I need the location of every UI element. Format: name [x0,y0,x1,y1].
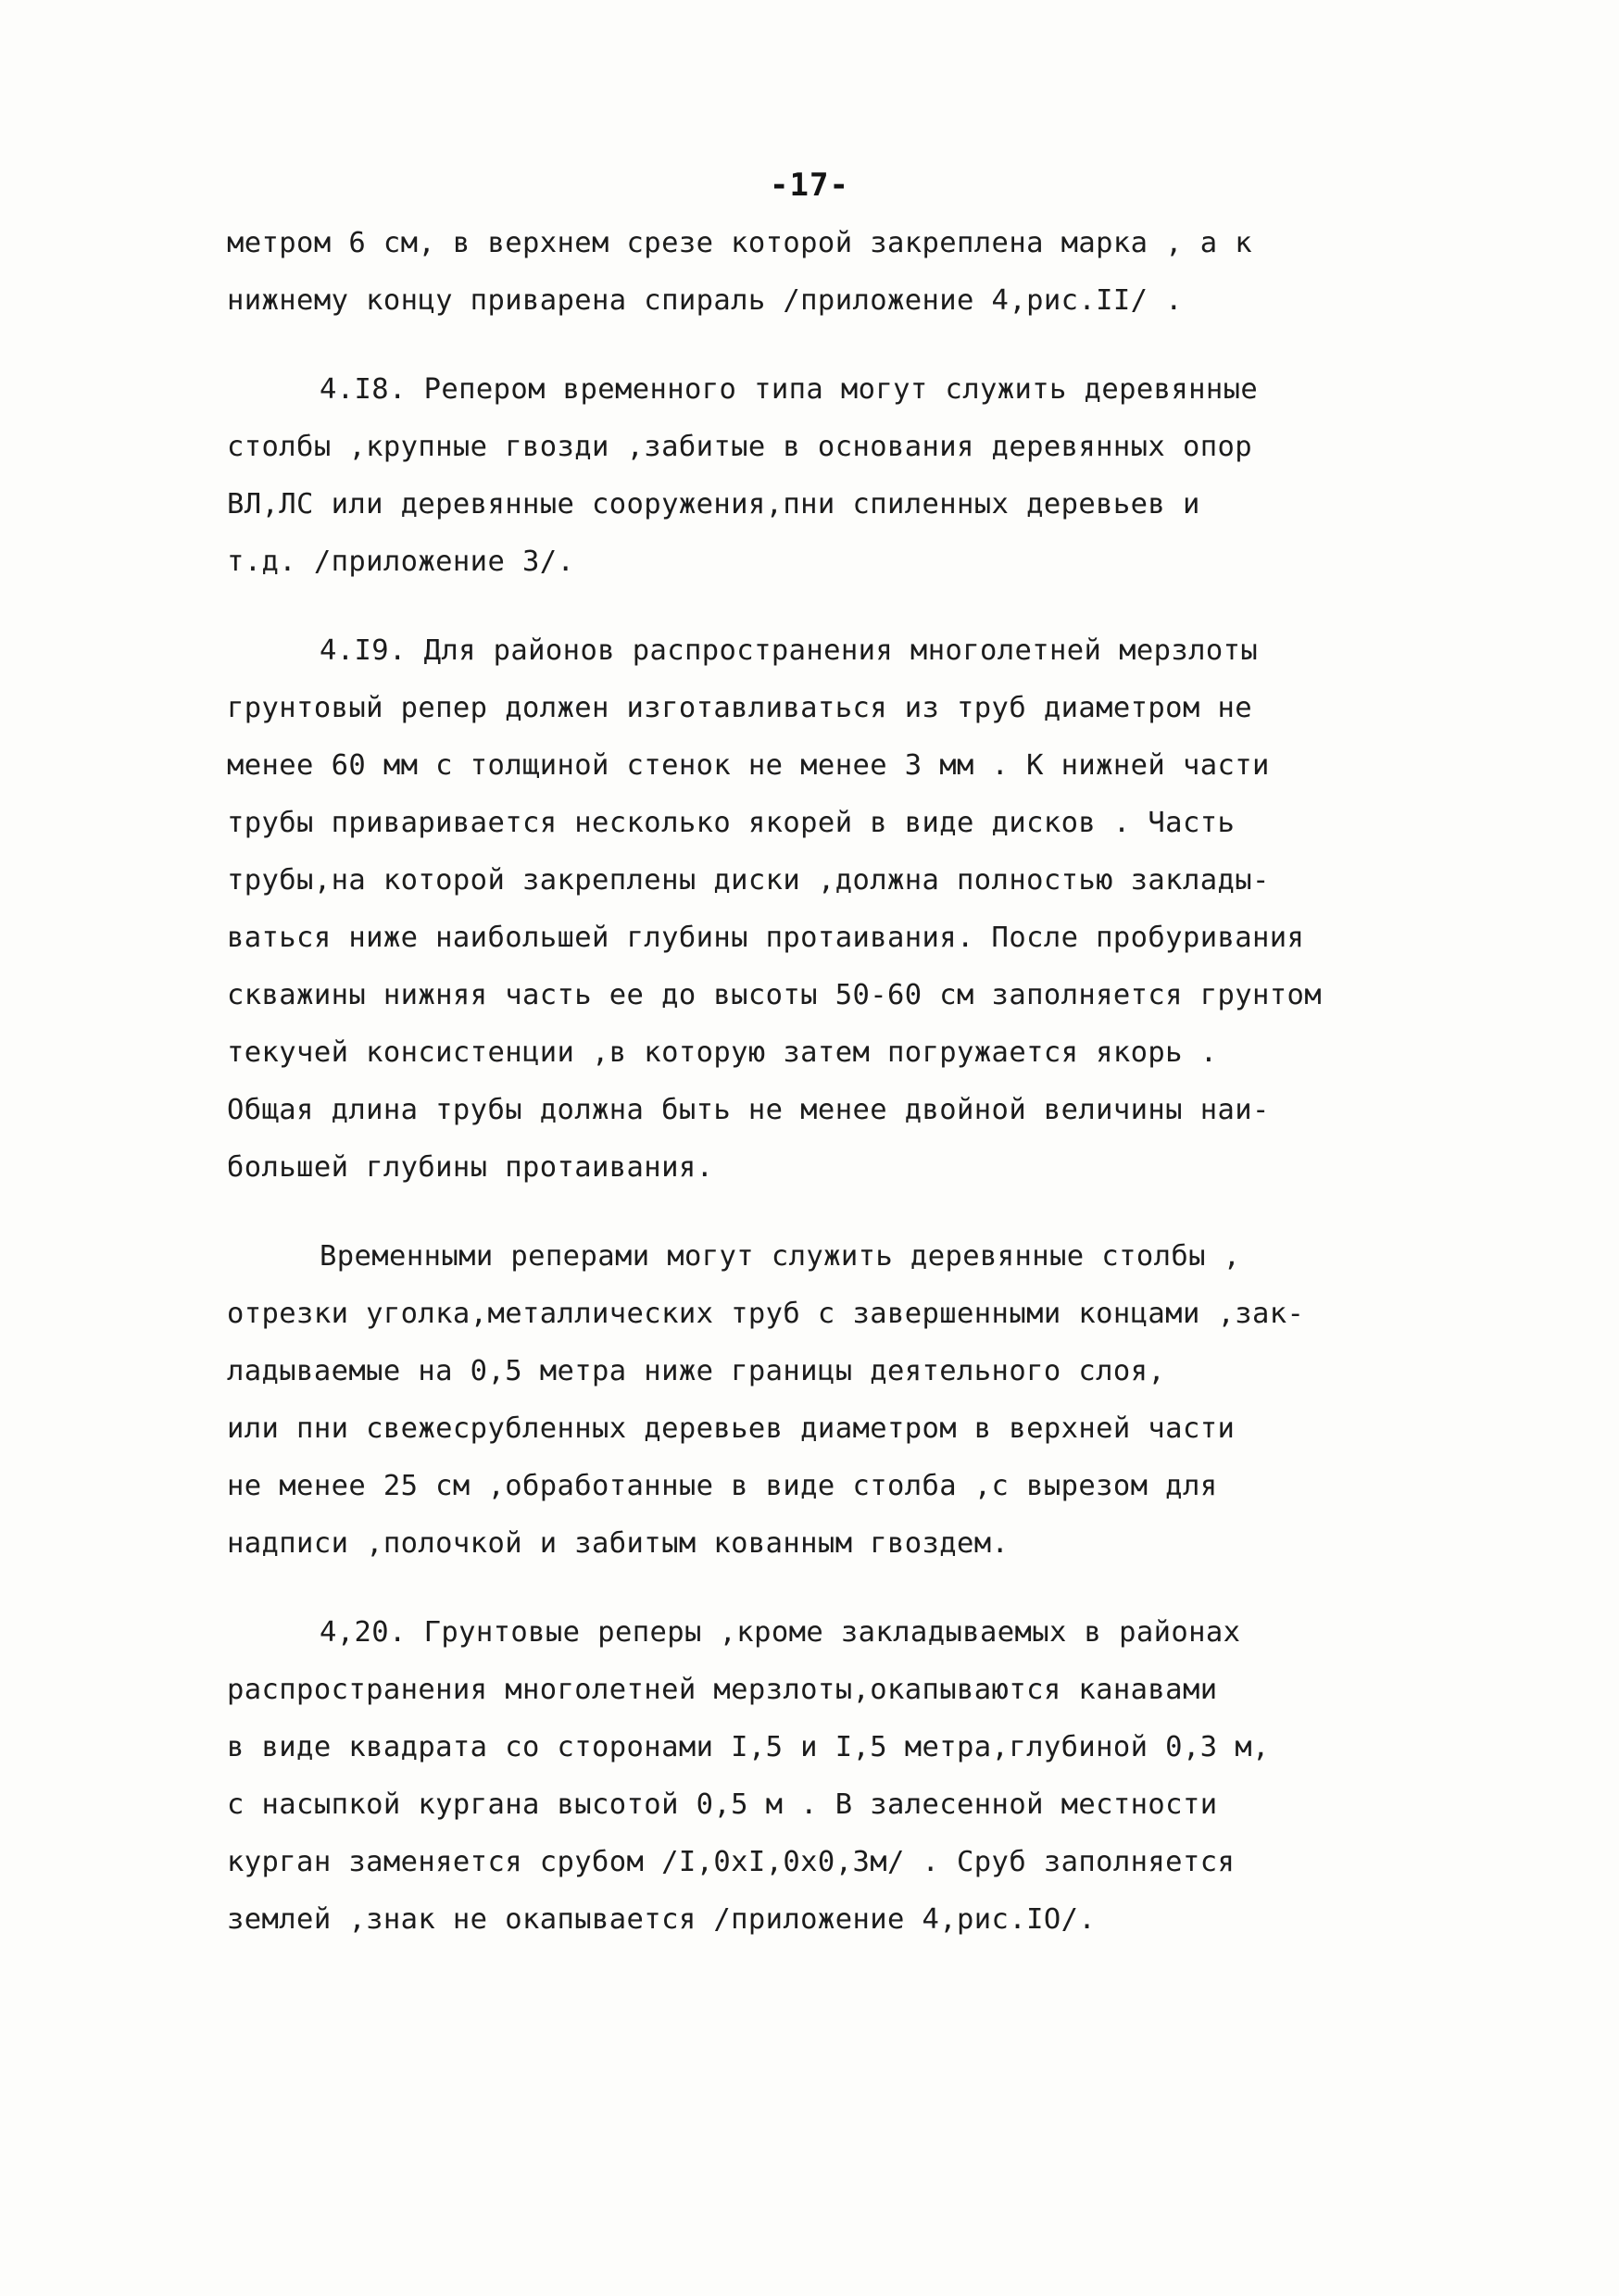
text-line: скважины нижняя часть ее до высоты 50-60 см заполняется грунтом [227,979,1323,1011]
text-line: землей ,знак не окапывается /приложение 4,рис.IO/. [227,1903,1097,1936]
text-line: 4.I8. Репером временного типа могут служить деревянные [320,373,1259,406]
text-line: т.д. /приложение 3/. [227,546,575,578]
text-line: текучей консистенции ,в которую затем погружается якорь . [227,1036,1218,1069]
text-line: отрезки уголка,металлических труб с завершенными концами ,зак- [227,1298,1305,1330]
text-line: грунтовый репер должен изготавливаться из труб диаметром не [227,692,1252,724]
text-line: с насыпкой кургана высотой 0,5 м . В залесенной местности [227,1788,1218,1821]
paragraph-4-20 [227,1604,1274,1949]
text-line: надписи ,полочкой и забитым кованным гвоздем. [227,1527,1010,1560]
text-line: трубы приваривается несколько якорей в виде дисков . Часть [227,807,1236,839]
text-line: Временными реперами могут служить деревянные столбы , [320,1240,1241,1273]
text-line: 4.I9. Для районов распространения многолетней мерзлоты [320,634,1259,667]
text-line: ваться ниже наибольшей глубины протаивания. После пробуривания [227,922,1305,954]
text-line: курган заменяется срубом /I,0xI,0x0,3м/ . Сруб заполняется [227,1846,1236,1878]
document-body [227,215,1323,1980]
text-line: менее 60 мм с толщиной стенок не менее 3 мм . К нижней части [227,749,1270,782]
text-line: метром 6 см, в верхнем срезе которой закреплена марка , а к [227,227,1252,259]
text-line: распространения многолетней мерзлоты,окапываются канавами [227,1674,1218,1706]
text-line: большей глубины протаивания. [227,1151,714,1184]
text-line: ладываемые на 0,5 метра ниже границы деятельного слоя, [227,1355,1166,1387]
paragraph-temporary-benchmarks [227,1228,1305,1573]
text-line: 4,20. Грунтовые реперы ,кроме закладываемых в районах [320,1616,1241,1649]
text-line: ВЛ,ЛС или деревянные сооружения,пни спиленных деревьев и [227,488,1200,521]
paragraph-continuation [227,215,1274,330]
page-number: -17- [770,167,849,204]
text-line: в виде квадрата со сторонами I,5 и I,5 метра,глубиной 0,3 м, [227,1731,1270,1763]
text-line: не менее 25 см ,обработанные в виде столба ,с вырезом для [227,1470,1218,1502]
text-line: нижнему концу приварена спираль /приложение 4,рис.II/ . [227,284,1183,317]
text-line: или пни свежесрубленных деревьев диаметром в верхней части [227,1412,1236,1445]
paragraph-4-18 [227,361,1274,591]
text-line: столбы ,крупные гвозди ,забитые в основания деревянных опор [227,431,1252,463]
text-line: Общая длина трубы должна быть не менее двойной величины наи- [227,1094,1270,1126]
text-line: трубы,на которой закреплены диски ,должна полностью заклады- [227,864,1270,897]
paragraph-4-19 [227,622,1323,1197]
